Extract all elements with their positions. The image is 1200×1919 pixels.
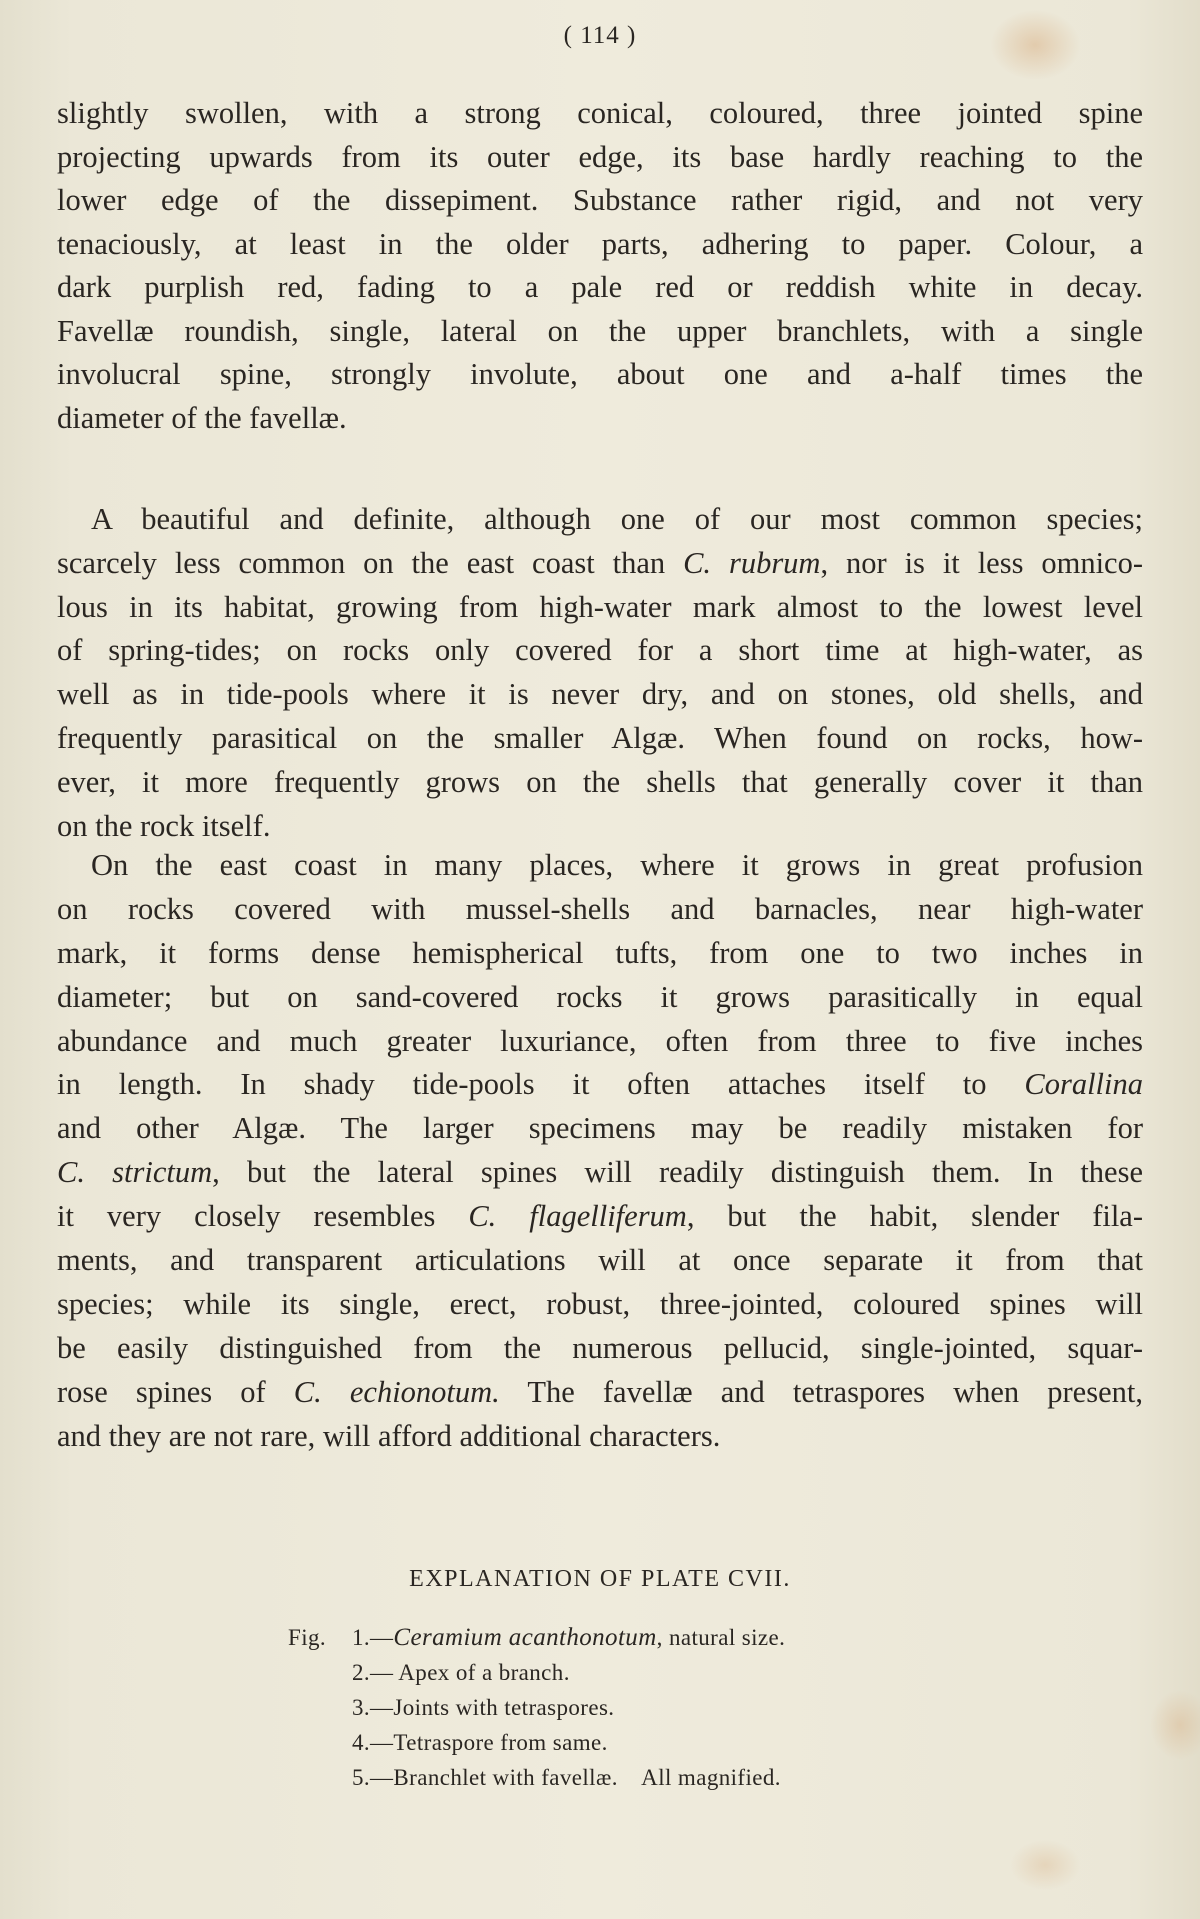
text-line	[57, 1063, 1143, 1107]
text-line: on rocks covered with mussel-shells and barnacles, near high-water	[57, 891, 1143, 926]
text-line: and they are not rare, will afford additional characters.	[57, 1418, 721, 1453]
text-line: On the east coast in many places, where it grows in great profusion	[91, 848, 1143, 882]
text-line: lous in its habitat, growing from high-water mark almost to the lowest level	[57, 589, 1143, 624]
figure-item	[288, 1760, 785, 1795]
species-name: C. echionotum.	[293, 1374, 500, 1409]
line-text: The favellæ and tetraspores when present,	[499, 1374, 1143, 1409]
figure-dash: —	[370, 1730, 394, 1755]
line-text: it very closely resembles	[57, 1199, 469, 1234]
text-line: frequently parasitical on the smaller Algæ. When found on rocks, how-	[57, 720, 1143, 755]
figure-number: 2.	[351, 1660, 370, 1685]
figure-caption: Tetraspore from same.	[393, 1730, 608, 1755]
paragraph-habitat	[57, 844, 1143, 1458]
line-text: , but the lateral spines will readily distinguish them. In these	[212, 1155, 1143, 1190]
paper-stain	[1010, 1840, 1080, 1890]
species-name: C. rubrum	[683, 545, 821, 580]
text-line: well as in tide-pools where it is never dry, and on stones, old shells, and	[57, 677, 1143, 712]
text-line	[57, 1195, 1143, 1239]
figure-dash: —	[370, 1625, 394, 1650]
text-line: lower edge of the dissepiment. Substance rather rigid, and not very	[57, 183, 1143, 217]
figure-caption: Apex of a branch.	[398, 1660, 570, 1685]
line-text: in length. In shady tide-pools it often attaches itself to	[57, 1067, 1025, 1102]
text-line: abundance and much greater luxuriance, often from three to five inches	[57, 1023, 1143, 1058]
figure-number: 3.	[351, 1695, 370, 1720]
text-line: slightly swollen, with a strong conical, coloured, three jointed spine	[57, 96, 1143, 130]
text-line: Favellæ roundish, single, lateral on the upper branchlets, with a single	[57, 313, 1143, 348]
text-line: diameter of the favellæ.	[57, 400, 347, 435]
paragraph-description	[57, 498, 1143, 848]
figure-item	[288, 1690, 785, 1725]
line-text: rose spines of	[57, 1374, 294, 1409]
page-number: ( 114 )	[563, 22, 637, 49]
figure-number: 5.	[351, 1765, 370, 1790]
figure-title: Ceramium acanthonotum	[393, 1624, 657, 1651]
species-name: C. strictum	[57, 1155, 213, 1190]
figure-dash: —	[370, 1765, 394, 1790]
line-text: scarcely less common on the east coast than	[57, 545, 684, 580]
paragraph-continuation	[57, 92, 1143, 440]
text-line: involucral spine, strongly involute, about one and a-half times the	[57, 357, 1143, 391]
text-line: mark, it forms dense hemispherical tufts, from one to two inches in	[57, 935, 1143, 970]
text-line: projecting upwards from its outer edge, its base hardly reaching to the	[57, 139, 1143, 174]
figure-caption: , natural size.	[656, 1625, 786, 1650]
text-line	[57, 1371, 1143, 1415]
figure-number: 1.	[351, 1625, 370, 1650]
text-line: of spring-tides; on rocks only covered for a short time at high-water, as	[57, 633, 1143, 668]
text-line: species; while its single, erect, robust, three-jointed, coloured spines will	[57, 1286, 1143, 1321]
text-line: dark purplish red, fading to a pale red or reddish white in decay.	[57, 270, 1143, 304]
figure-item	[288, 1620, 785, 1655]
text-line: tenaciously, at least in the older parts, adhering to paper. Colour, a	[57, 226, 1143, 261]
plate-heading: EXPLANATION OF PLATE CVII.	[409, 1566, 791, 1592]
figure-dash: —	[370, 1660, 399, 1685]
text-line	[57, 542, 1143, 586]
text-line: on the rock itself.	[57, 808, 271, 843]
figure-prefix: Fig.	[288, 1625, 327, 1650]
figure-item	[288, 1725, 785, 1760]
figure-caption: Joints with tetraspores.	[393, 1695, 615, 1720]
text-line: A beautiful and definite, although one of our most common species;	[91, 502, 1143, 536]
line-text: , nor is it less omnico-	[820, 545, 1144, 580]
figure-item	[288, 1655, 785, 1690]
genus-name: Corallina	[1024, 1067, 1143, 1102]
figure-list	[288, 1620, 785, 1795]
text-line: and other Algæ. The larger specimens may be readily mistaken for	[57, 1111, 1143, 1146]
text-line	[57, 1151, 1143, 1195]
text-line: diameter; but on sand-covered rocks it grows parasitically in equal	[57, 979, 1143, 1014]
text-line: ments, and transparent articulations will at once separate it from that	[57, 1243, 1143, 1278]
figure-caption: Branchlet with favellæ. All magnified.	[393, 1765, 781, 1790]
figure-number: 4.	[351, 1730, 370, 1755]
paper-stain	[1150, 1690, 1200, 1760]
text-line: be easily distinguished from the numerous pellucid, single-jointed, squar-	[57, 1330, 1143, 1365]
line-text: , but the habit, slender fila-	[686, 1199, 1143, 1234]
species-name: C. flagelliferum	[468, 1199, 687, 1234]
figure-dash: —	[370, 1695, 394, 1720]
text-line: ever, it more frequently grows on the shells that generally cover it than	[57, 764, 1143, 799]
